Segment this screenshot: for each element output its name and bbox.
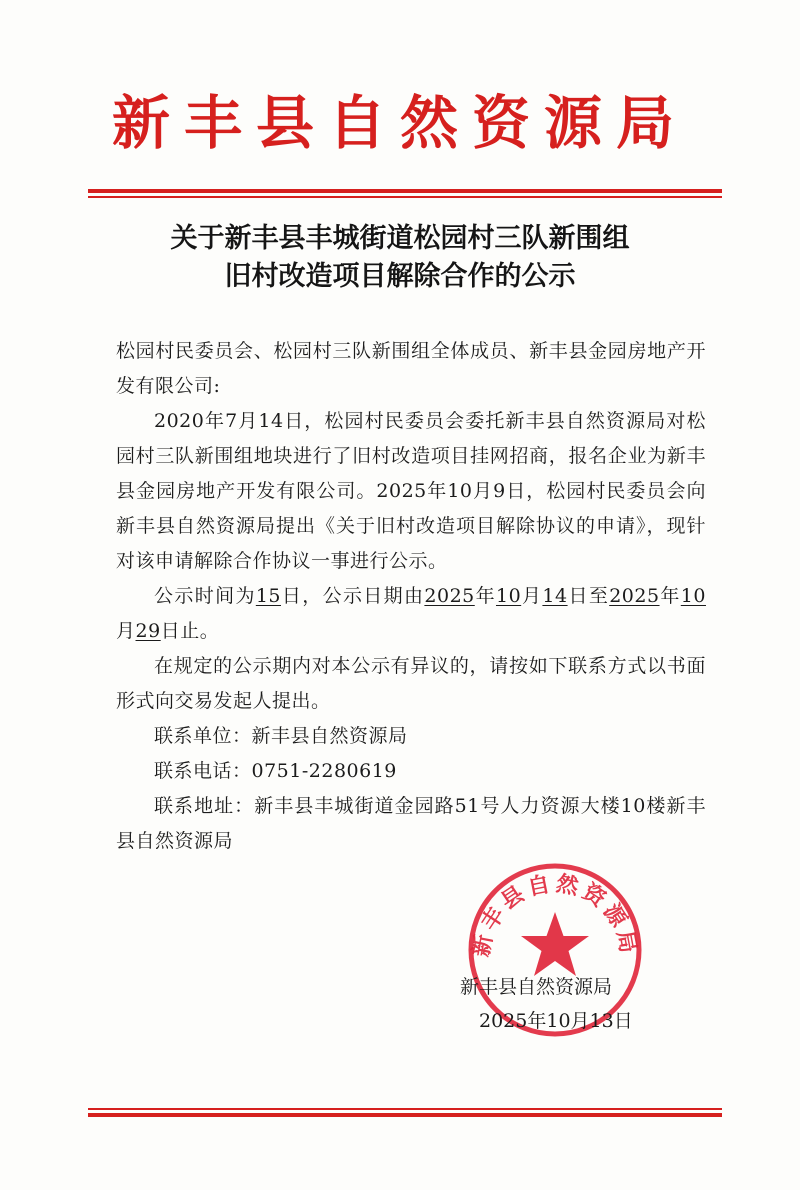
salutation: 松园村民委员会、松园村三队新围组全体成员、新丰县金园房地产开发有限公司: [116,340,706,397]
period-text: 日至 [567,585,610,607]
letterhead-divider-thin [88,196,722,198]
footer-divider-thin [88,1108,722,1110]
signature-date: 2025年10月13日 [479,1010,633,1032]
contact-phone: 联系电话：0751-2280619 [154,760,397,782]
period-text: 年 [659,585,681,607]
document-title-line-2: 旧村改造项目解除合作的公示 [224,261,576,292]
paragraph-objection: 在规定的公示期内对本公示有异议的，请按如下联系方式以书面形式向交易发起人提出。 [116,655,706,712]
period-text: 月 [116,620,136,642]
document-body [116,334,706,859]
document-title-line-1: 关于新丰县丰城街道松园村三队新围组 [170,223,630,254]
end-year: 2025 [609,585,660,607]
letterhead-org-name: 新丰县自然资源局 [111,89,688,157]
signature-org: 新丰县自然资源局 [460,976,613,998]
period-text: 日止。 [160,620,220,642]
document-title [80,220,720,296]
footer-divider-thick [88,1113,722,1117]
end-month: 10 [680,585,706,607]
start-day: 14 [542,585,568,607]
period-text: 年 [474,585,496,607]
period-text: 公示时间为 [154,585,256,607]
seal-text: 新丰县自然资源局 [468,870,642,959]
start-year: 2025 [424,585,475,607]
paragraph-background: 2020年7月14日，松园村民委员会委托新丰县自然资源局对松园村三队新围组地块进行了旧村改造项目挂网招商，报名企业为新丰县金园房地产开发有限公司。2025年10月9日，松园村民委员会向新丰县自然资源局提出《关于旧村改造项目解除协议的申请》，现针对该申请解除合作协议一事进行公示。 [116,410,706,572]
paragraph-publicity-period [116,579,706,649]
period-text: 日，公示日期由 [281,585,425,607]
start-month: 10 [495,585,522,607]
end-day: 29 [135,620,161,642]
contact-address: 联系地址：新丰县丰城街道金园路51号人力资源大楼10楼新丰县自然资源局 [116,795,706,852]
period-days: 15 [255,585,281,607]
contact-unit: 联系单位：新丰县自然资源局 [154,725,408,747]
period-text: 月 [521,585,543,607]
letterhead-divider-thick [88,189,722,193]
